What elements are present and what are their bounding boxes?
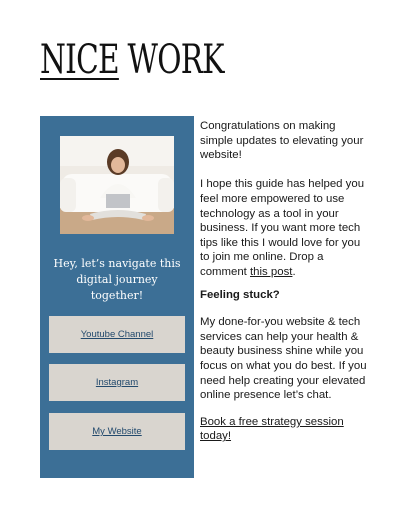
page-title (40, 38, 224, 82)
guide-text: I hope this guide has helped you feel more empowered to use technology as a tool in your business. If you want more tech tips like this I would love for you to join me online. Drop a comment (200, 178, 365, 278)
youtube-channel-link[interactable]: Youtube Channel (80, 329, 154, 340)
page-title-work: WORK (118, 37, 224, 83)
feeling-stuck-heading: Feeling stuck? (200, 288, 280, 301)
profile-photo (60, 136, 174, 234)
book-strategy-session-link[interactable]: Book a free strategy session today! (200, 415, 344, 443)
profile-photo-illustration (60, 136, 174, 234)
intro-paragraph: Congratulations on making simple updates to elevating your website! (200, 120, 364, 162)
youtube-channel-button[interactable] (49, 316, 185, 353)
sidebar-tagline: Hey, let’s navigate this digital journey together! (53, 257, 181, 302)
my-website-link[interactable]: My Website (92, 426, 142, 437)
guide-suffix: . (292, 265, 296, 278)
main-content (200, 119, 370, 444)
instagram-button[interactable] (49, 364, 185, 401)
instagram-link[interactable]: Instagram (95, 377, 139, 388)
this-post-link[interactable]: this post (250, 265, 293, 278)
guide-paragraph (200, 177, 370, 279)
services-paragraph: My done-for-you website & tech services can help your health & beauty business shine while you focus on what you do best. If you need help creating your elevated online presence let’s chat. (200, 316, 367, 402)
sidebar-panel (40, 116, 194, 478)
page-title-nice: NICE (40, 37, 119, 83)
my-website-button[interactable] (49, 413, 185, 450)
